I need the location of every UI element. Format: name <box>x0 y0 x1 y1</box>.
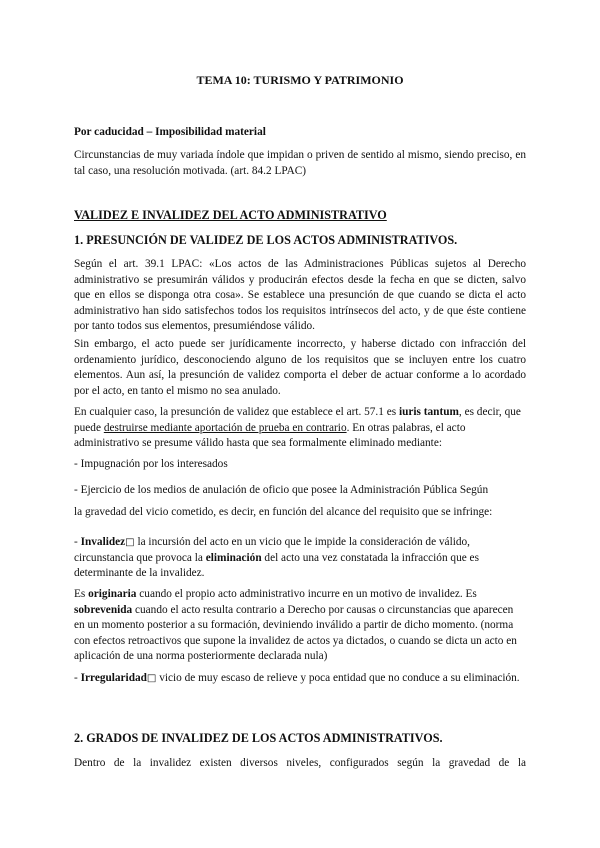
paragraph-iuris-tantum <box>74 405 526 452</box>
paragraph-sin-embargo: Sin embargo, el acto puede ser jurídicamente incorrecto, y haberse dictado con infracción del ordenamiento jurídico, desconociendo alguno de los requisitos que se incluyen entre los cuatro elementos. Aun así, la presunción de validez comporta el deber de actuar conforme a lo acordado por el acto, en tanto el mismo no sea anulado. <box>74 338 526 397</box>
caducidad-paragraph: Circunstancias de muy variada índole que impidan o priven de sentido al mismo, siendo preciso, en tal caso, una resolución motivada. (art. 84.2 LPAC) <box>74 149 526 177</box>
list-item-impugnacion: - Impugnación por los interesados <box>74 458 228 470</box>
text-run: del acto una vez constatada la infracción que es determinante de la invalidez. <box>74 551 479 579</box>
square-bullet-icon: □ <box>125 537 135 548</box>
text-run: cuando el propio acto administrativo incurre en un motivo de invalidez. Es <box>136 588 477 600</box>
text-run: la incursión del acto en un vicio que le impide la consideración de válido, circunstancia que provoca la <box>74 536 470 564</box>
text-run: - <box>74 672 81 684</box>
underlined-phrase: destruirse mediante aportación de prueba en contrario <box>103 421 347 434</box>
subsection-1-heading: 1. PRESUNCIÓN DE VALIDEZ DE LOS ACTOS ADMINISTRATIVOS. <box>74 233 458 247</box>
irregularidad-term: Irregularidad <box>80 672 147 684</box>
list-item-ejercicio: - Ejercicio de los medios de anulación de oficio que posee la Administración Pública Según <box>74 484 489 496</box>
eliminacion-term: eliminación <box>205 551 262 564</box>
text-run: . En otras palabras, el acto administrativo se presume válido hasta que sea formalmente eliminado mediante: <box>74 421 466 449</box>
text-run: vicio de muy escaso de relieve y poca entidad que no conduce a su eliminación. <box>156 672 520 684</box>
caducidad-heading <box>74 125 526 141</box>
paragraph-invalidez <box>74 535 526 582</box>
text-run: En cualquier caso, la presunción de validez que establece el art. 57.1 es <box>74 406 399 418</box>
originaria-term: originaria <box>88 588 137 600</box>
sobrevenida-term: sobrevenida <box>74 603 133 616</box>
paragraph-grados: Dentro de la invalidez existen diversos niveles, configurados según la gravedad de la <box>74 757 526 769</box>
list-item-ejercicio-continuation: la gravedad del vicio cometido, es decir, en función del alcance del requisito que se infringe: <box>74 506 493 518</box>
caducidad-heading-text: Por caducidad – Imposibilidad material <box>74 126 266 138</box>
text-run: Es <box>74 588 89 600</box>
invalidez-term: Invalidez <box>80 536 126 548</box>
subsection-2-heading: 2. GRADOS DE INVALIDEZ DE LOS ACTOS ADMINISTRATIVOS. <box>74 731 443 745</box>
text-run: - <box>74 536 81 548</box>
page-title: TEMA 10: TURISMO Y PATRIMONIO <box>196 73 404 87</box>
section-heading: VALIDEZ E INVALIDEZ DEL ACTO ADMINISTRATIVO <box>74 208 387 222</box>
paragraph-presuncion: Según el art. 39.1 LPAC: «Los actos de las Administraciones Públicas sujetos al Derecho administrativo se presumirán válidos y producirán efectos desde la fecha en que se dicten, salvo que en ellos se disponga otra cosa». Se establece una presunción de que cuando se dicta el acto administrativo han sido satisfechos todos los requisitos intrínsecos del acto, y de que éste contiene por tanto todos sus elementos, presumiéndose válido. <box>74 258 526 332</box>
text-run: cuando el acto resulta contrario a Derecho por causas o circunstancias que aparecen en un momento posterior a su formación, deviniendo inválido a partir de dicho momento. (norma con efectos retroactivos que supone la invalidez de actos ya dictados, o cuando se dicta un acto en aplicación de una norma posteriormente declarada nula) <box>74 603 517 662</box>
iuris-tantum-term: iuris tantum <box>398 406 459 418</box>
text-run: , es decir, que puede <box>74 406 521 434</box>
paragraph-irregularidad <box>74 671 526 687</box>
paragraph-originaria <box>74 587 526 665</box>
square-bullet-icon: □ <box>146 673 157 684</box>
